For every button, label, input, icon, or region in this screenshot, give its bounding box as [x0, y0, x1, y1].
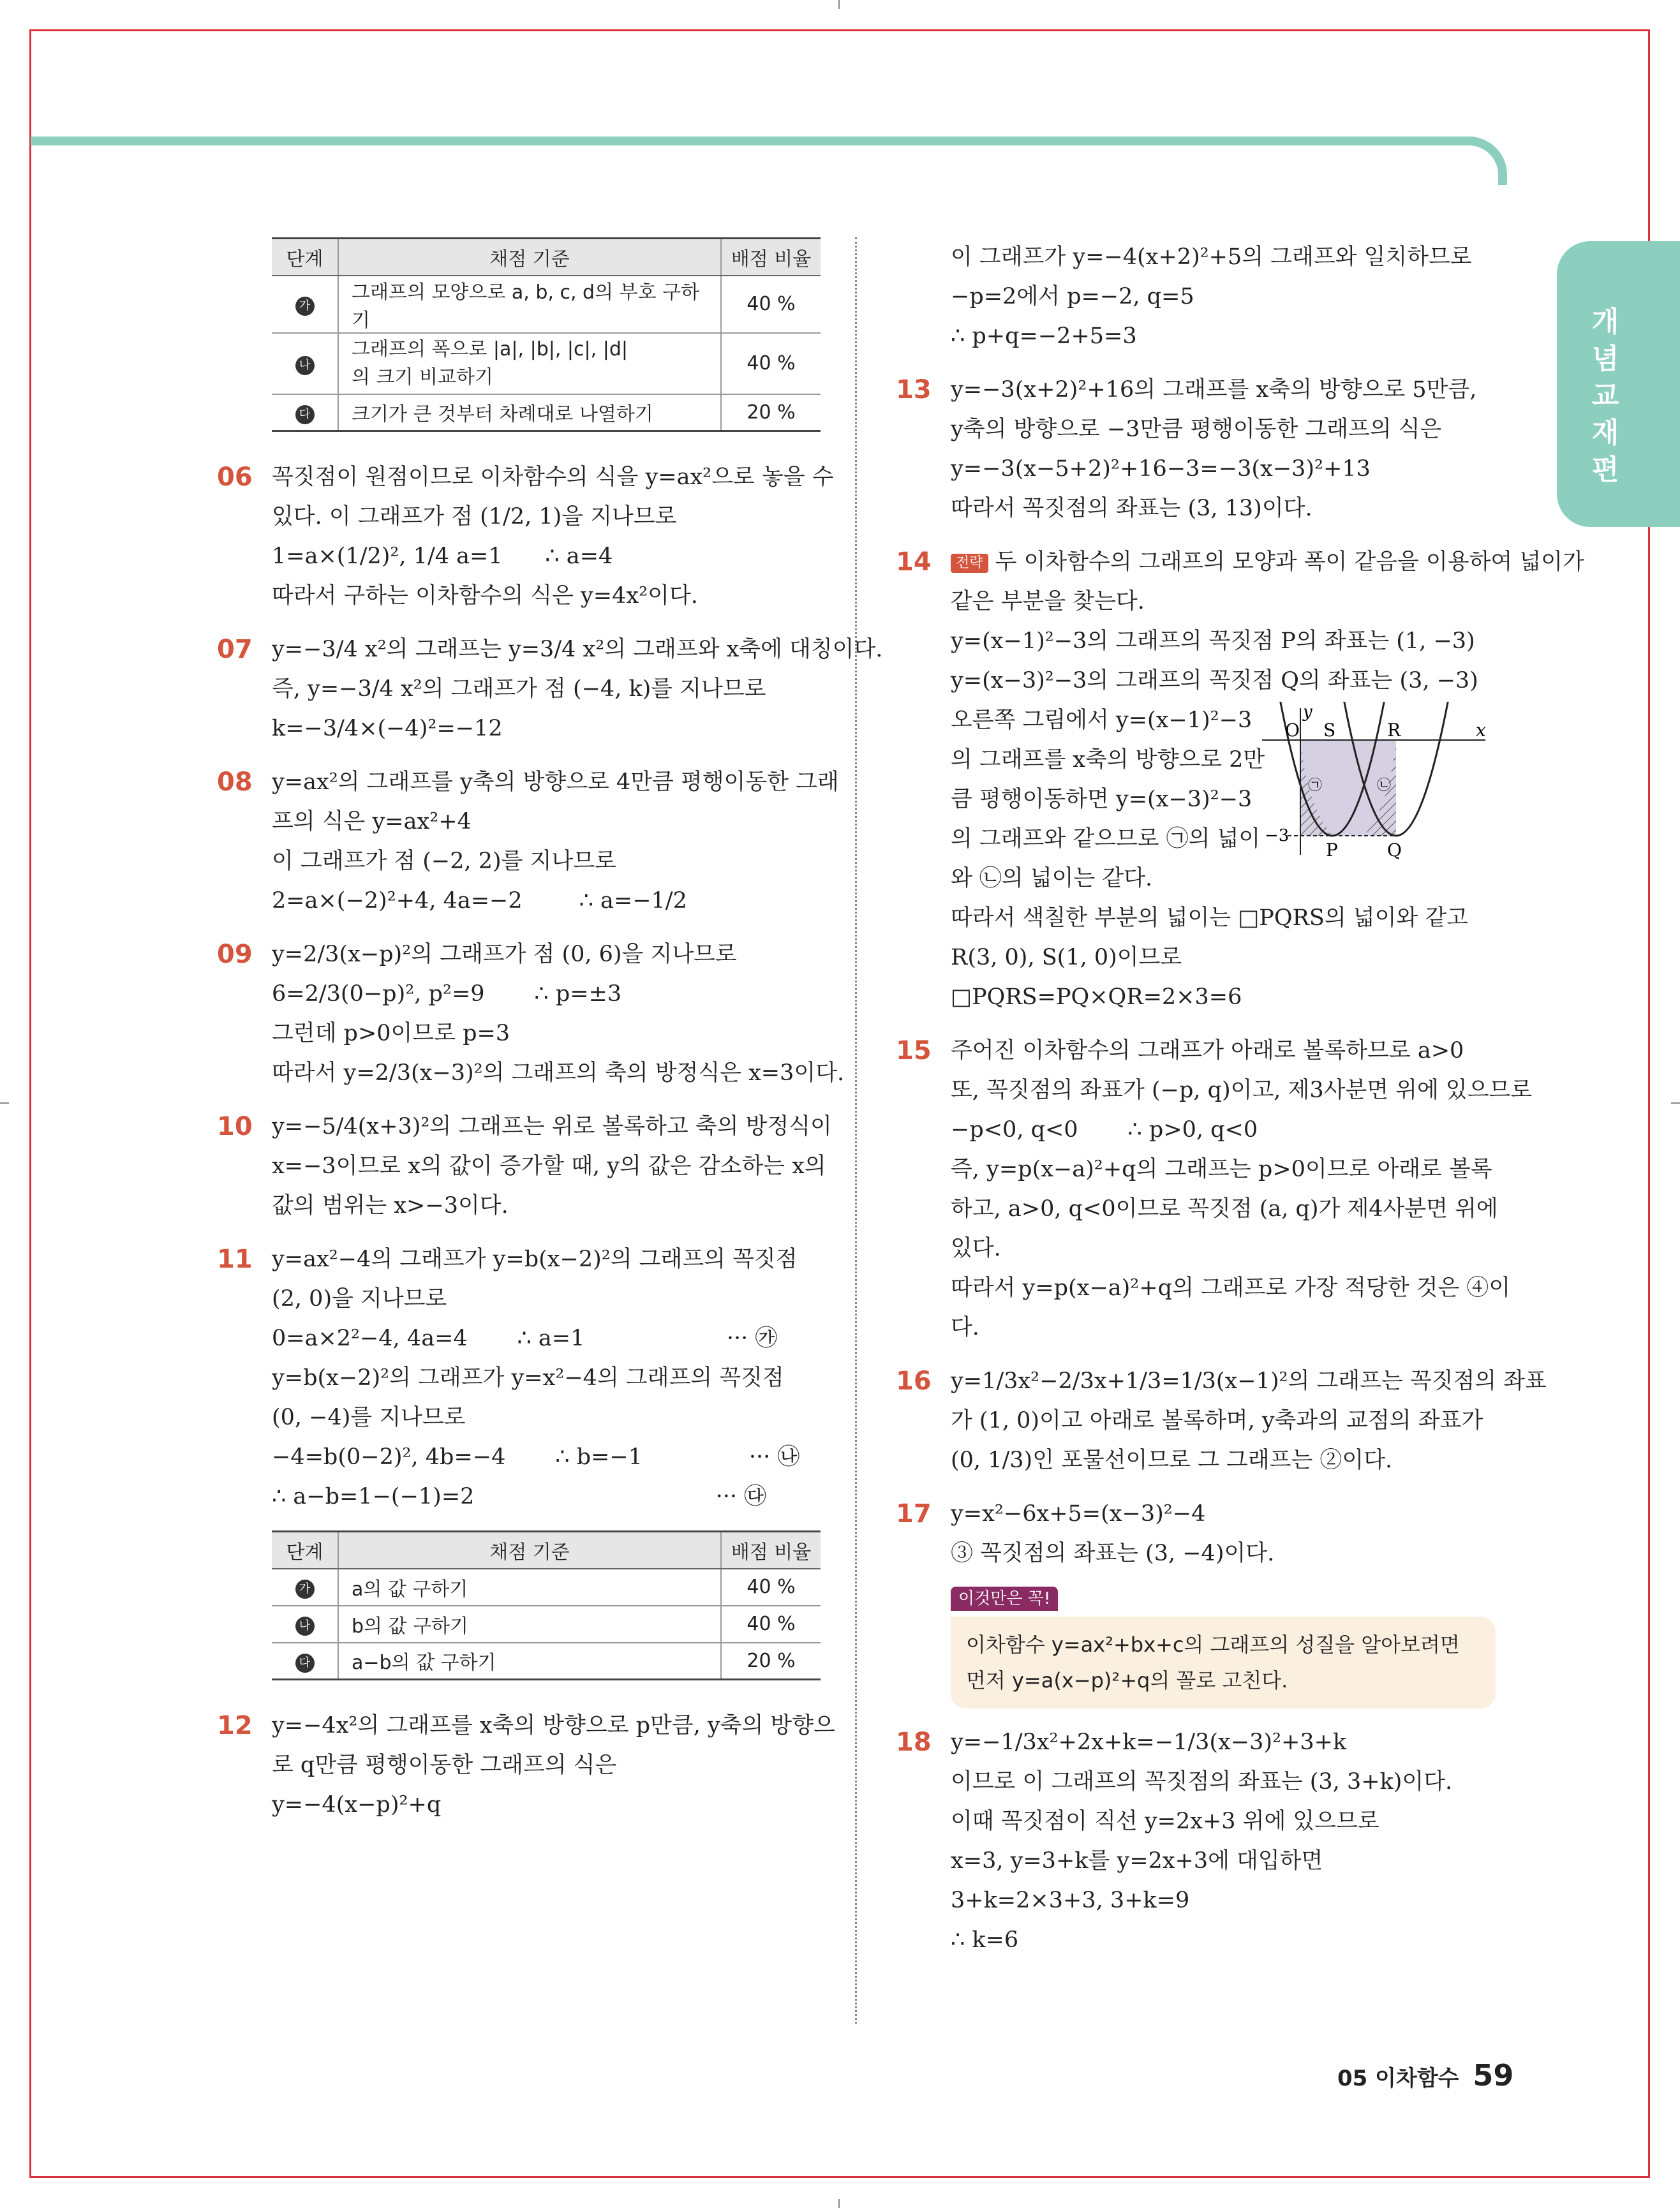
table-header-row	[272, 1532, 821, 1569]
point-s-label: S	[1323, 720, 1336, 741]
ratio-cell: 20 %	[721, 394, 821, 431]
step-cell	[272, 1569, 338, 1606]
solution-13	[893, 370, 1502, 528]
criteria-cell: 그래프의 폭으로 |a|, |b|, |c|, |d|의 크기 비교하기	[338, 333, 721, 394]
solution-line: y=1/3x²−2/3x+1/3=1/3(x−1)²의 그래프는 꼭짓점의 좌표	[951, 1368, 1547, 1394]
solution-line: 0=a×2²−4, 4a=4 ∴ a=1 ··· ㉮	[272, 1326, 778, 1351]
parabola-graph	[1262, 702, 1492, 868]
solution-line: 꼭짓점이 원점이므로 이차함수의 식을 y=ax²으로 놓을 수	[272, 464, 834, 490]
solution-text: 두 이차함수의 그래프의 모양과 폭이 같음을 이용하여 넓이가	[995, 549, 1584, 575]
solution-line: 있다. 이 그래프가 점 (1/2, 1)을 지나므로	[272, 504, 677, 530]
solution-line: y=(x−3)²−3의 그래프의 꼭짓점 Q의 좌표는 (3, −3)	[951, 668, 1478, 693]
problem-number: 06	[217, 463, 253, 492]
solution-line: 따라서 y=2/3(x−3)²의 그래프의 축의 방정식은 x=3이다.	[272, 1060, 845, 1086]
solution-line: 이 그래프가 점 (−2, 2)를 지나므로	[272, 848, 616, 874]
strategy-badge: 전략	[951, 554, 988, 573]
solution-line: 가 (1, 0)이고 아래로 볼록하며, y축과의 교점의 좌표가	[951, 1408, 1483, 1434]
step-cell	[272, 276, 338, 333]
solution-17	[893, 1494, 1502, 1708]
step-cell	[272, 394, 338, 431]
crop-mark	[1671, 1102, 1680, 1104]
ratio-cell: 40 %	[721, 276, 821, 333]
crop-mark	[838, 2199, 840, 2208]
side-tab-label: 개 념 교 재 편	[1591, 306, 1619, 486]
solution-line: 주어진 이차함수의 그래프가 아래로 볼록하므로 a>0	[951, 1038, 1464, 1063]
table-header: 배점 비율	[721, 239, 821, 276]
solution-line: 있다.	[951, 1236, 1001, 1261]
solution-line: (0, −4)를 지나므로	[272, 1405, 466, 1430]
criteria-cell: a의 값 구하기	[338, 1569, 721, 1606]
step-badge: 가	[295, 297, 315, 316]
solution-line: 1=a×(1/2)², 1/4 a=1 ∴ a=4	[272, 544, 613, 569]
solution-11	[214, 1240, 823, 1516]
tip-line: 먼저 y=a(x−p)²+q의 꼴로 고친다.	[966, 1668, 1288, 1693]
solution-09	[214, 935, 845, 1093]
tip-label: 이것만은 꼭!	[951, 1587, 1058, 1611]
solution-line: 즉, y=p(x−a)²+q의 그래프는 p>0이므로 아래로 볼록	[951, 1157, 1492, 1182]
table-header: 단계	[272, 1532, 338, 1569]
solution-line: −4=b(0−2)², 4b=−4 ∴ b=−1 ··· ㉯	[272, 1444, 800, 1470]
header-bar	[31, 137, 1473, 145]
solution-line: 따라서 꼭짓점의 좌표는 (3, 13)이다.	[951, 496, 1312, 521]
solution-10	[214, 1107, 832, 1226]
page-footer	[1337, 2058, 1513, 2093]
region-b-label: ㉡	[1377, 778, 1392, 794]
problem-number: 18	[896, 1728, 932, 1757]
solution-line	[951, 542, 1584, 582]
chapter-title: 05 이차함수	[1337, 2066, 1459, 2091]
solution-line: 로 q만큼 평행이동한 그래프의 식은	[272, 1752, 617, 1778]
solution-line: 오른쪽 그림에서 y=(x−1)²−3	[951, 708, 1253, 733]
solution-15	[893, 1031, 1533, 1347]
left-column	[214, 237, 883, 1839]
table-header: 채점 기준	[338, 239, 721, 276]
problem-number: 11	[217, 1245, 253, 1274]
solution-line: ∴ p+q=−2+5=3	[951, 323, 1137, 349]
solution-line: 이 그래프가 y=−4(x+2)²+5의 그래프와 일치하므로	[951, 244, 1472, 270]
solution-line: y=−4x²의 그래프를 x축의 방향으로 p만큼, y축의 방향으	[272, 1713, 835, 1738]
solution-line: y=−5/4(x+3)²의 그래프는 위로 볼록하고 축의 방정식이	[272, 1114, 832, 1139]
step-badge: 나	[295, 1617, 315, 1636]
table-header: 배점 비율	[721, 1532, 821, 1569]
ratio-cell: 40 %	[721, 1606, 821, 1643]
solution-08	[214, 762, 839, 921]
solution-line: 따라서 구하는 이차함수의 식은 y=4x²이다.	[272, 583, 698, 609]
table-row	[272, 333, 821, 394]
solution-line: 3+k=2×3+3, 3+k=9	[951, 1888, 1190, 1913]
table-row	[272, 276, 821, 333]
solution-line: y=x²−6x+5=(x−3)²−4	[951, 1501, 1206, 1527]
table-row	[272, 394, 821, 431]
criteria-cell: 크기가 큰 것부터 차례대로 나열하기	[338, 394, 721, 431]
table-row	[272, 1569, 821, 1606]
solution-line: 따라서 색칠한 부분의 넓이는 □PQRS의 넓이와 같고	[951, 905, 1468, 931]
problem-number: 07	[217, 635, 253, 664]
solution-line: −p<0, q<0 ∴ p>0, q<0	[951, 1117, 1258, 1143]
criteria-cell: 그래프의 모양으로 a, b, c, d의 부호 구하기	[338, 276, 721, 333]
step-badge: 나	[295, 356, 315, 375]
table-header: 단계	[272, 239, 338, 276]
solution-line: y=b(x−2)²의 그래프가 y=x²−4의 그래프의 꼭짓점	[272, 1365, 784, 1391]
solution-line: y=−4(x−p)²+q	[272, 1792, 442, 1818]
crop-mark	[0, 1102, 9, 1104]
solution-line: (2, 0)을 지나므로	[272, 1286, 447, 1312]
tip-callout	[951, 1577, 1502, 1708]
solution-line: y=ax²−4의 그래프가 y=b(x−2)²의 그래프의 꼭짓점	[272, 1247, 798, 1272]
problem-number: 16	[896, 1367, 932, 1396]
x-axis-label: x	[1476, 720, 1486, 741]
solution-line: y=−3(x+2)²+16의 그래프를 x축의 방향으로 5만큼,	[951, 377, 1477, 403]
solution-line: x=3, y=3+k를 y=2x+3에 대입하면	[951, 1848, 1323, 1874]
step-cell	[272, 333, 338, 394]
solution-line: 또, 꼭짓점의 좌표가 (−p, q)이고, 제3사분면 위에 있으므로	[951, 1078, 1533, 1103]
table-header: 채점 기준	[338, 1532, 721, 1569]
solution-line: 하고, a>0, q<0이므로 꼭짓점 (a, q)가 제4사분면 위에	[951, 1196, 1498, 1222]
problem-number: 14	[896, 547, 932, 577]
step-badge: 다	[295, 1654, 315, 1673]
solution-line: k=−3/4×(−4)²=−12	[272, 716, 503, 741]
problem-number: 10	[217, 1112, 253, 1141]
solution-line: 프의 식은 y=ax²+4	[272, 809, 472, 834]
solution-line: y=ax²의 그래프를 y축의 방향으로 4만큼 평행이동한 그래	[272, 769, 839, 795]
ratio-cell: 40 %	[721, 1569, 821, 1606]
right-column	[893, 237, 1584, 1974]
y-axis-label: y	[1303, 702, 1312, 722]
solution-line: 다.	[951, 1315, 979, 1340]
problem-number: 08	[217, 767, 253, 797]
problem-number: 15	[896, 1036, 932, 1065]
solution-line: 의 그래프를 x축의 방향으로 2만	[951, 747, 1265, 773]
solution-line: 이므로 이 그래프의 꼭짓점의 좌표는 (3, 3+k)이다.	[951, 1769, 1453, 1795]
table-row	[272, 1606, 821, 1643]
solution-line: 의 그래프와 같으므로 ㉠의 넓이	[951, 826, 1261, 852]
solution-line: ∴ k=6	[951, 1927, 1019, 1953]
solution-line: y=2/3(x−p)²의 그래프가 점 (0, 6)을 지나므로	[272, 942, 737, 967]
problem-number: 09	[217, 940, 253, 969]
solution-12	[214, 1706, 835, 1825]
solution-line: 따라서 y=p(x−a)²+q의 그래프로 가장 적당한 것은 ④이	[951, 1275, 1511, 1301]
step-badge: 가	[295, 1580, 315, 1599]
table-header-row	[272, 239, 821, 276]
solution-line: ③ 꼭짓점의 좌표는 (3, −4)이다.	[951, 1541, 1275, 1566]
solution-line: y=−1/3x²+2x+k=−1/3(x−3)²+3+k	[951, 1730, 1347, 1755]
solution-12-continued	[893, 237, 1502, 356]
solution-line: 값의 범위는 x>−3이다.	[272, 1193, 509, 1219]
ratio-cell: 20 %	[721, 1643, 821, 1680]
page-number: 59	[1473, 2058, 1514, 2093]
side-tab	[1557, 241, 1680, 527]
solution-line: −p=2에서 p=−2, q=5	[951, 284, 1194, 309]
solution-line: 이때 꼭짓점이 직선 y=2x+3 위에 있으므로	[951, 1809, 1379, 1834]
solution-line: □PQRS=PQ×QR=2×3=6	[951, 984, 1242, 1010]
problem-number: 12	[217, 1711, 253, 1740]
problem-number: 17	[896, 1499, 932, 1529]
column-divider	[855, 237, 857, 2024]
solution-line: y=−3(x−5+2)²+16−3=−3(x−3)²+13	[951, 456, 1371, 482]
solution-line: 큼 평행이동하면 y=(x−3)²−3	[951, 787, 1253, 812]
step-cell	[272, 1643, 338, 1680]
criteria-cell: a−b의 값 구하기	[338, 1643, 721, 1680]
solution-line: y=(x−1)²−3의 그래프의 꼭짓점 P의 좌표는 (1, −3)	[951, 628, 1475, 654]
point-p-label: P	[1326, 840, 1338, 861]
solution-18	[893, 1723, 1502, 1960]
point-q-label: Q	[1387, 840, 1402, 861]
solution-14	[893, 542, 1584, 1017]
solution-line: 그런데 p>0이므로 p=3	[272, 1021, 510, 1046]
solution-line: 같은 부분을 찾는다.	[951, 589, 1145, 614]
criteria-cell: b의 값 구하기	[338, 1606, 721, 1643]
solution-16	[893, 1361, 1547, 1480]
score-table-1	[272, 237, 821, 432]
solution-line: 6=2/3(0−p)², p²=9 ∴ p=±3	[272, 981, 622, 1007]
solution-line: 2=a×(−2)²+4, 4a=−2 ∴ a=−1/2	[272, 888, 687, 914]
step-badge: 다	[295, 405, 315, 424]
table-row	[272, 1643, 821, 1680]
solution-line: ∴ a−b=1−(−1)=2 ··· ㉰	[272, 1484, 767, 1509]
point-r-label: R	[1387, 720, 1401, 741]
crop-mark	[838, 0, 840, 9]
solution-line: 와 ㉡의 넓이는 같다.	[951, 866, 1153, 891]
solution-line: 즉, y=−3/4 x²의 그래프가 점 (−4, k)를 지나므로	[272, 676, 766, 702]
solution-06	[214, 457, 834, 616]
tip-box	[951, 1617, 1496, 1708]
step-cell	[272, 1606, 338, 1643]
ratio-cell: 40 %	[721, 333, 821, 394]
problem-number: 13	[896, 375, 932, 404]
solution-07	[214, 630, 883, 748]
tip-line: 이차함수 y=ax²+bx+c의 그래프의 성질을 알아보려면	[966, 1633, 1460, 1657]
tick-label-minus3: −3	[1265, 826, 1290, 845]
solution-line: R(3, 0), S(1, 0)이므로	[951, 945, 1182, 970]
solution-line: (0, 1/3)인 포물선이므로 그 그래프는 ②이다.	[951, 1448, 1393, 1473]
origin-label: O	[1285, 720, 1300, 741]
solution-line: y=−3/4 x²의 그래프는 y=3/4 x²의 그래프와 x축에 대칭이다.	[272, 637, 883, 662]
solution-line: x=−3이므로 x의 값이 증가할 때, y의 값은 감소하는 x의	[272, 1153, 826, 1179]
score-table-2	[272, 1530, 821, 1680]
solution-line: y축의 방향으로 −3만큼 평행이동한 그래프의 식은	[951, 417, 1442, 442]
region-a-label: ㉠	[1308, 778, 1323, 794]
